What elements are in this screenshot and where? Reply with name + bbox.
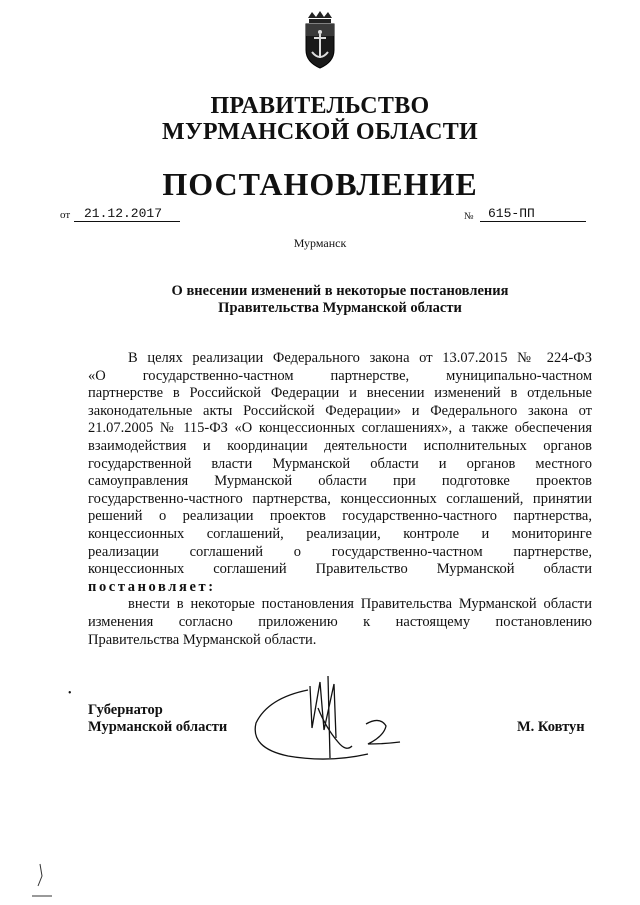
signatory-name: М. Ковтун (517, 719, 585, 735)
body-line: партнерстве в Российской Федерации и внесении изменений в отдельные (88, 385, 592, 402)
resolution-line: внести в некоторые постановления Правительства Мурманской области (128, 596, 592, 613)
body-line: государственной власти Мурманской области и органов местного (88, 455, 592, 472)
subject-line-1: О внесении изменений в некоторые постановления (171, 283, 509, 299)
government-name-line2: МУРМАНСКОЙ ОБЛАСТИ (162, 119, 478, 145)
subject-line-2: Правительства Мурманской области (218, 300, 462, 316)
body-line: самоуправления Мурманской области при подготовке проектов (88, 473, 592, 490)
body-line: 21.07.2005 № 115-ФЗ «О концессионных соглашениях», а также обеспечения (88, 420, 592, 437)
government-name-line1: ПРАВИТЕЛЬСТВО (210, 93, 430, 119)
resolution-line: изменения согласно приложению к настоящему постановлению (88, 614, 592, 630)
margin-scribble-mark (30, 862, 54, 902)
signatory-title-line1: Губернатор (88, 702, 163, 718)
body-line: концессионных соглашений, реализации, контроле и мониторинге (88, 526, 592, 542)
document-number: 615-ПП (480, 206, 586, 222)
document-type-title: ПОСТАНОВЛЕНИЕ (162, 166, 478, 202)
signatory-title-line2: Мурманской области (88, 719, 228, 735)
margin-dot-mark: • (68, 688, 72, 699)
number-prefix: № (464, 211, 474, 222)
murmansk-region-emblem-icon (300, 10, 340, 70)
body-line: государственно-частного партнерства, концессионных соглашений, принятии (88, 490, 592, 507)
body-line: решений о реализации проектов государственно-частного партнерства, (88, 508, 592, 525)
body-line: концессионных соглашений Правительство Мурманской области (88, 561, 592, 578)
city-name: Мурманск (293, 236, 347, 250)
decree-word: постановляет: (88, 578, 216, 595)
body-line: реализации соглашений о государственно-частном партнерстве, (88, 543, 592, 560)
resolution-line: Правительства Мурманской области. (88, 631, 317, 648)
body-line: В целях реализации Федерального закона от 13.07.2015 № 224-ФЗ (128, 350, 592, 366)
body-line: законодательные акты Российской Федерации» и Федерального закона от (88, 402, 592, 419)
document-date: 21.12.2017 (74, 206, 180, 222)
handwritten-signature (248, 668, 438, 778)
body-line: взаимодействия и координации деятельности исполнительных органов (88, 438, 592, 454)
date-prefix: от (60, 209, 71, 221)
body-line: «О государственно-частном партнерстве, муниципально-частном (88, 367, 592, 384)
